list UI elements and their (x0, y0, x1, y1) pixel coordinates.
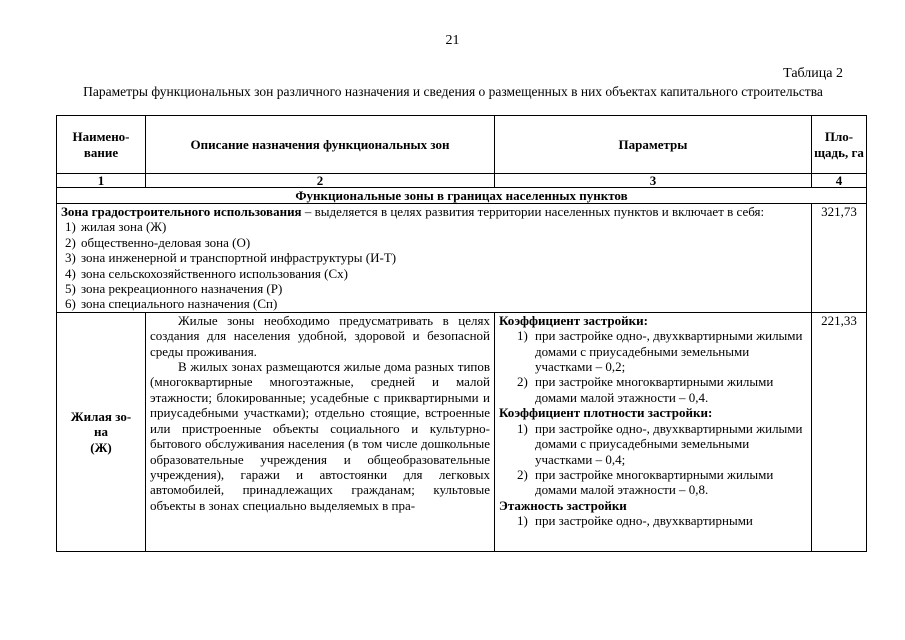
list-item (61, 281, 807, 296)
list-item (499, 467, 807, 498)
residential-name (57, 312, 146, 551)
list-number: 1) (517, 328, 528, 344)
list-text: при застройке одно-, двухквартирными (535, 513, 753, 529)
zone-intro-cell (57, 204, 812, 313)
list-text: при застройке одно-, двухквартирными жилыми домами с приусадебными земельными участками – 0,4; (535, 420, 803, 467)
parameters-clip (499, 313, 807, 551)
list-item (61, 235, 807, 250)
param-heading: Этажность застройки (499, 497, 627, 513)
list-item (499, 374, 807, 405)
header-area: Пло-щадь, га (812, 116, 867, 174)
list-text: зона инженерной и транспортной инфраструктуры (И-Т) (81, 250, 397, 266)
table-label: Таблица 2 (783, 66, 843, 81)
list-number: 5) (65, 281, 76, 297)
list-text: при застройке многоквартирными жилыми домами малой этажности – 0,8. (535, 466, 774, 498)
list-text: жилая зона (Ж) (81, 219, 167, 235)
param-heading: Коэффициент плотности застройки: (499, 405, 713, 421)
zones-table (56, 115, 867, 552)
zone-intro-rest: – выделяется в целях развития территории населенных пунктов и включает в себя: (301, 204, 765, 219)
residential-parameters (495, 312, 812, 551)
list-text: при застройке одно-, двухквартирными жилыми домами с приусадебными земельными участками – 0,2; (535, 328, 803, 375)
residential-name-line: Жилая зо- (70, 408, 132, 424)
column-number: 1 (57, 174, 146, 188)
list-number: 2) (517, 466, 528, 482)
list-number: 1) (517, 513, 528, 529)
header-parameters: Параметры (495, 116, 812, 174)
list-item (61, 296, 807, 311)
list-item (499, 328, 807, 374)
column-number: 3 (495, 174, 812, 188)
param-list (499, 421, 807, 498)
list-text: зона специального назначения (Сп) (81, 296, 278, 312)
header-name: Наимено-вание (57, 116, 146, 174)
residential-area: 221,33 (812, 312, 867, 551)
list-number: 6) (65, 296, 76, 312)
description-clip (150, 313, 490, 551)
list-item (499, 421, 807, 467)
list-text: зона сельскохозяйственного использования (Сх) (81, 265, 348, 281)
zone-intro-area: 321,73 (812, 204, 867, 313)
description-paragraph: Жилые зоны необходимо предусматривать в целях создания для населения удобной, здоровой и безопасной среды проживания. (150, 312, 490, 359)
table-caption: Параметры функциональных зон различного назначения и сведения о размещенных в них объектах капитального строительства (83, 84, 823, 99)
list-item (61, 219, 807, 234)
description-paragraph: В жилых зонах размещаются жилые дома разных типов (многоквартирные многоэтажные, средней и малой этажности; блокированные; усадебные с приквартирными и приусадебными участками); отдельно стоящие, встроенные или пристроенные объекты социального и культурно-бытового обслуживания населения (в том числе дошкольные образовательные учреждения и общеобразовательные учреждения), гаражи и автостоянки для легковых автомобилей, принадлежащих гражданам; культовые объекты в зонах специально выделяемых в пра- (150, 359, 490, 513)
header-description: Описание назначения функциональных зон (146, 116, 495, 174)
column-number: 4 (812, 174, 867, 188)
param-list (499, 328, 807, 405)
list-item (499, 513, 807, 528)
list-text: зона рекреационного назначения (Р) (81, 281, 283, 297)
list-number: 2) (65, 234, 76, 250)
residential-name-line: на (94, 424, 108, 440)
residential-description (146, 312, 495, 551)
page-number: 21 (445, 33, 460, 48)
zone-list (61, 219, 807, 311)
residential-row (57, 312, 867, 551)
list-number: 1) (517, 420, 528, 436)
header-row (57, 116, 867, 174)
param-list (499, 513, 807, 528)
section-title: Функциональные зоны в границах населенных пунктов (57, 188, 867, 204)
column-number-row (57, 174, 867, 188)
list-number: 4) (65, 265, 76, 281)
list-number: 1) (65, 219, 76, 235)
list-text: общественно-деловая зона (О) (81, 234, 251, 250)
list-number: 3) (65, 250, 76, 266)
list-item (61, 266, 807, 281)
list-number: 2) (517, 374, 528, 390)
column-number: 2 (146, 174, 495, 188)
list-text: при застройке многоквартирными жилыми домами малой этажности – 0,4. (535, 374, 774, 405)
section-row (57, 188, 867, 204)
zone-intro-row (57, 204, 867, 313)
zone-intro-bold: Зона градостроительного использования (61, 204, 302, 219)
list-item (61, 250, 807, 265)
zone-intro-text (61, 204, 807, 219)
param-heading: Коэффициент застройки: (499, 312, 648, 328)
residential-name-line: (Ж) (90, 439, 112, 455)
